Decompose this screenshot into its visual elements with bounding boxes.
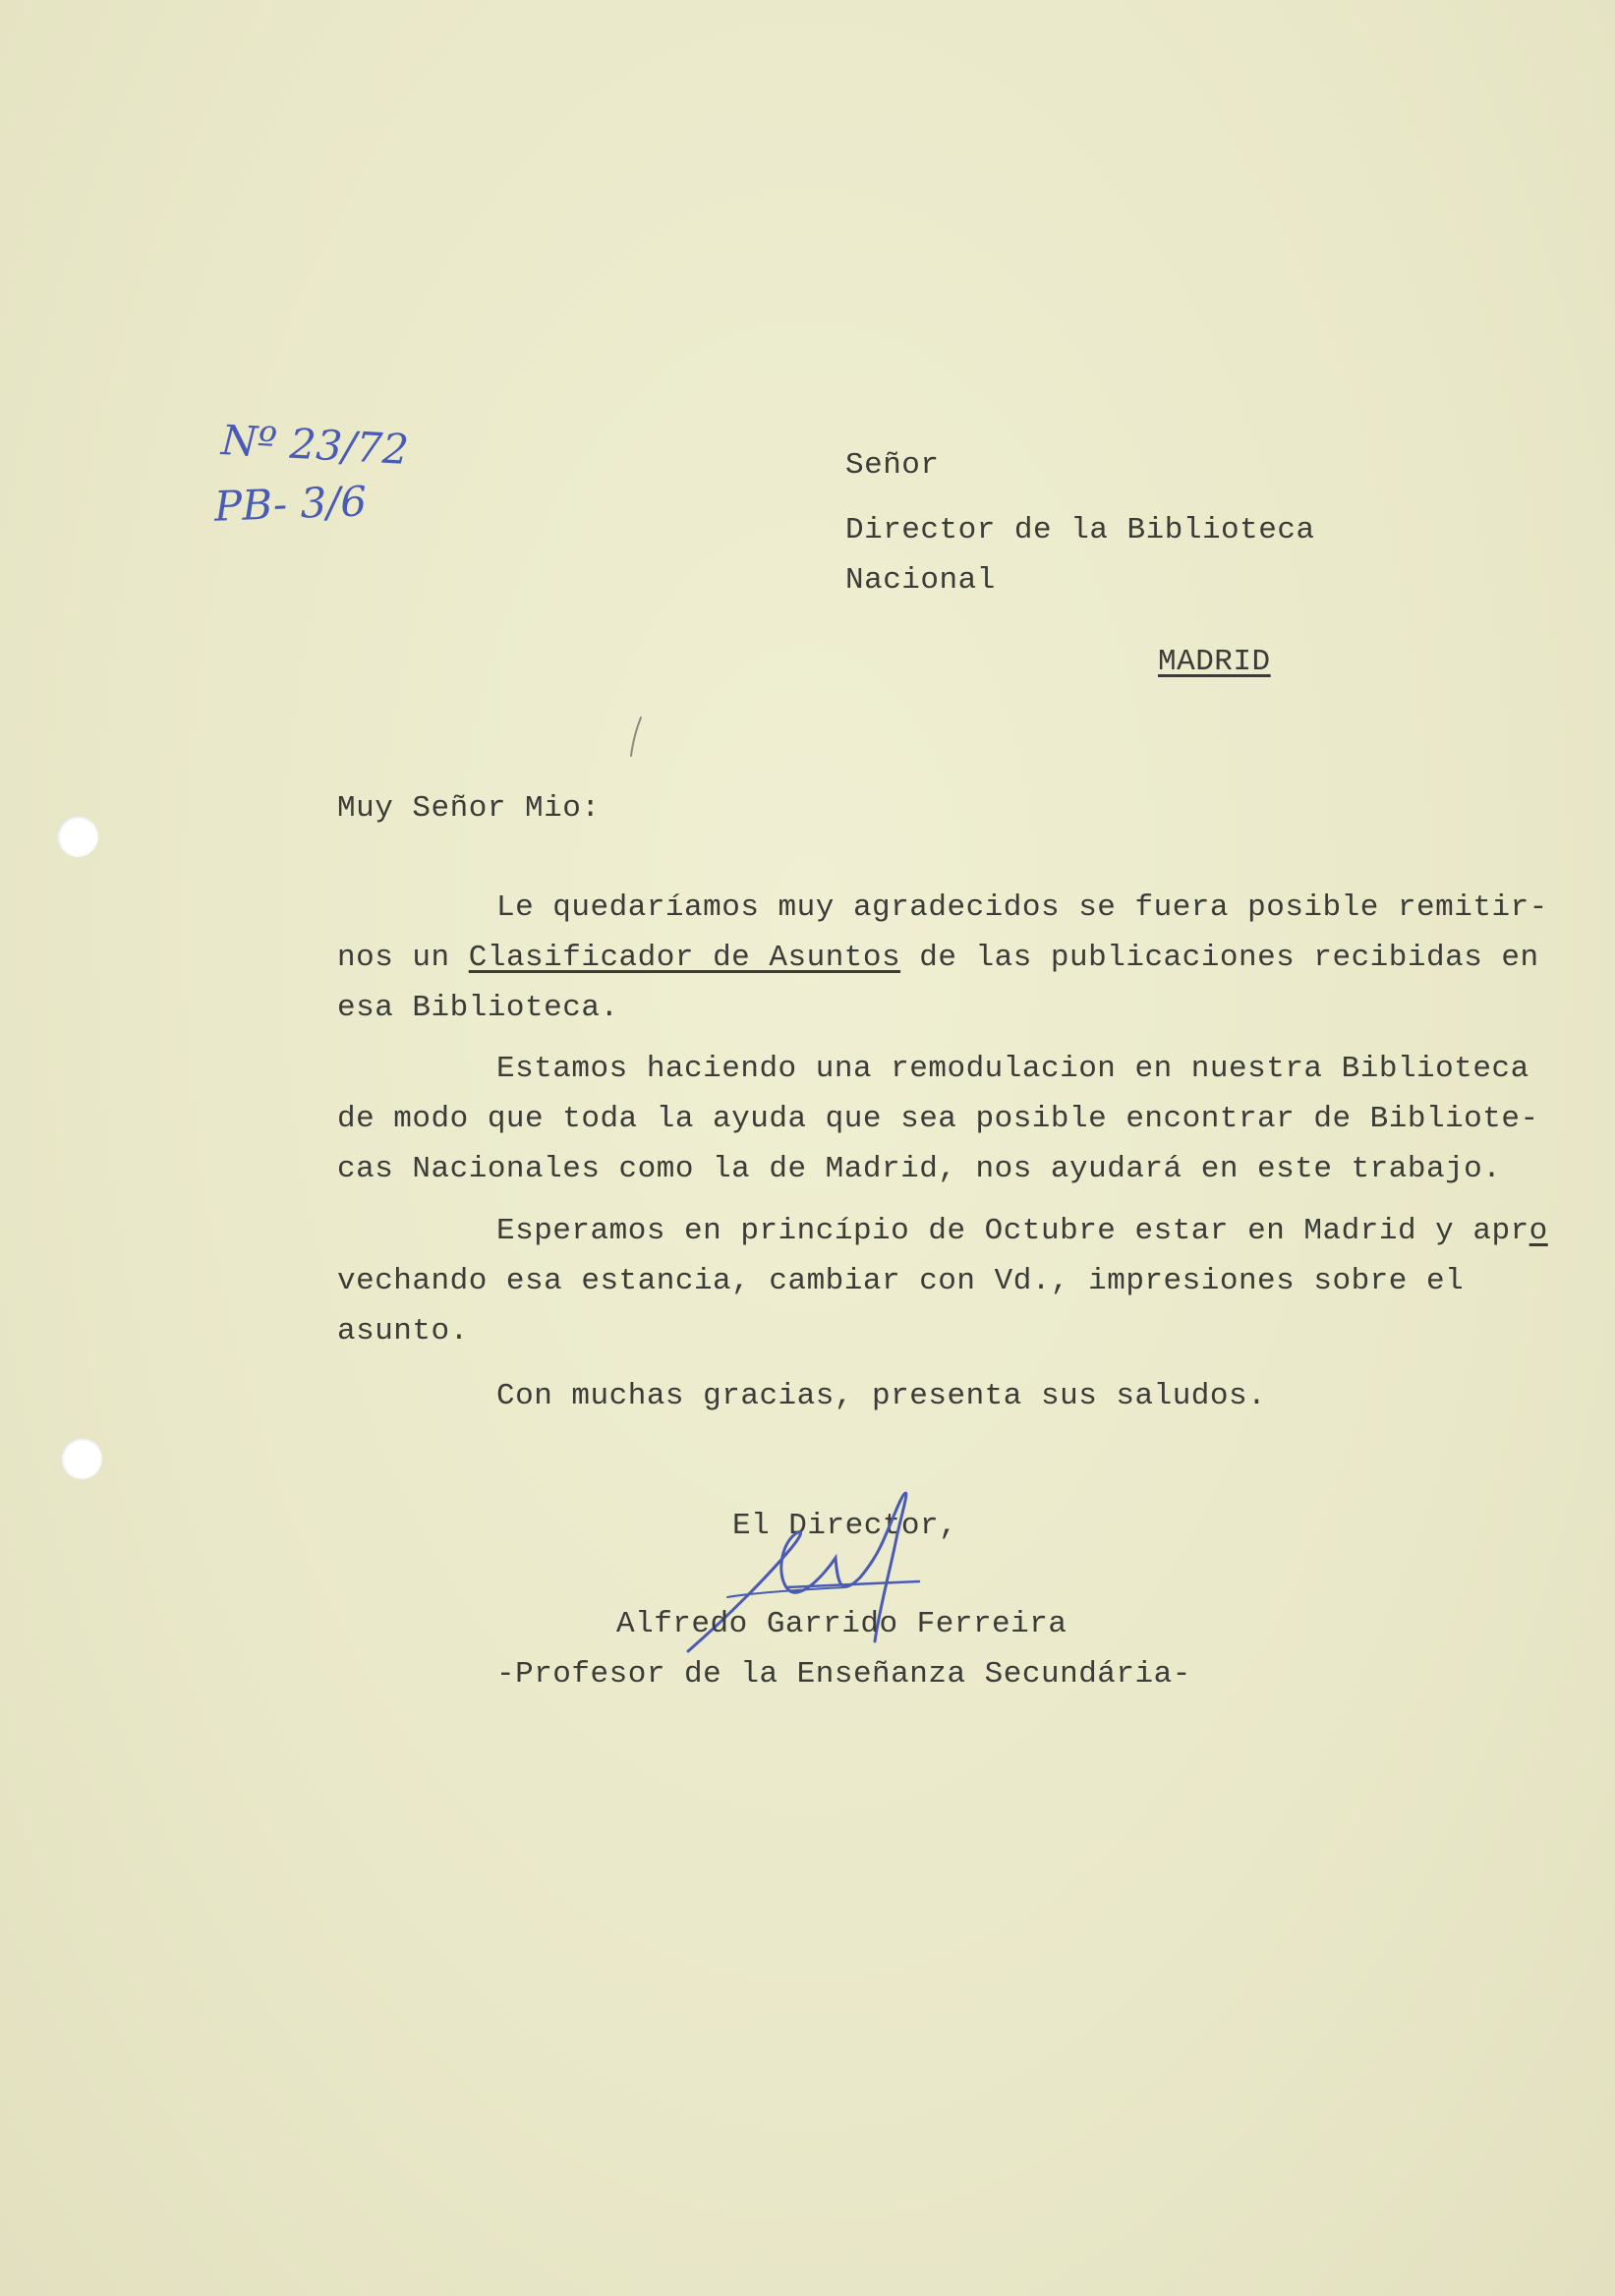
paragraph-3-line-3: asunto.: [337, 1314, 469, 1349]
paragraph-3-line-2: vechando esa estancia, cambiar con Vd., impresiones sobre el: [337, 1264, 1465, 1298]
paragraph-1-line-1: Le quedaríamos muy agradecidos se fuera posible remitir-: [496, 890, 1548, 925]
paragraph-1-line-3: esa Biblioteca.: [337, 991, 619, 1025]
punch-hole-top: [57, 816, 98, 857]
recipient-city: MADRID: [1158, 645, 1271, 679]
recipient-line-1: Director de la Biblioteca: [845, 513, 1315, 547]
paragraph-2-line-3: cas Nacionales como la de Madrid, nos ayudará en este trabajo.: [337, 1152, 1502, 1186]
paragraph-2-line-2: de modo que toda la ayuda que sea posible encontrar de Bibliote-: [337, 1102, 1539, 1136]
punch-hole-bottom: [61, 1438, 102, 1479]
signatory-title: -Profesor de la Enseñanza Secundária-: [496, 1657, 1191, 1692]
paragraph-3-line-1-underlined: o: [1528, 1214, 1548, 1248]
paragraph-3-line-1: [496, 1206, 1548, 1257]
handwritten-reference-code: PB- 3/6: [213, 477, 368, 531]
closing-role: El Director,: [732, 1509, 958, 1543]
recipient-title: Señor: [845, 448, 940, 483]
paragraph-2-line-1: Estamos haciendo una remodulacion en nuestra Biblioteca: [496, 1052, 1529, 1086]
greeting: Muy Señor Mio:: [337, 791, 601, 826]
paragraph-1-line-2: [337, 933, 1539, 984]
paragraph-1-line-2-end: de las publicaciones recibidas en: [900, 941, 1539, 975]
paragraph-4: Con muchas gracias, presenta sus saludos.: [496, 1379, 1267, 1413]
handwritten-reference-number: Nº 23/72: [219, 416, 411, 474]
paragraph-1-line-2-start: nos un: [337, 941, 469, 975]
stray-pen-mark: [627, 713, 647, 762]
underlined-subject: Clasificador de Asuntos: [468, 941, 901, 975]
paragraph-3-line-1-start: Esperamos en princípio de Octubre estar en Madrid y apr: [496, 1214, 1529, 1248]
signatory-name: Alfredo Garrido Ferreira: [616, 1607, 1067, 1641]
recipient-line-2: Nacional: [845, 563, 996, 598]
